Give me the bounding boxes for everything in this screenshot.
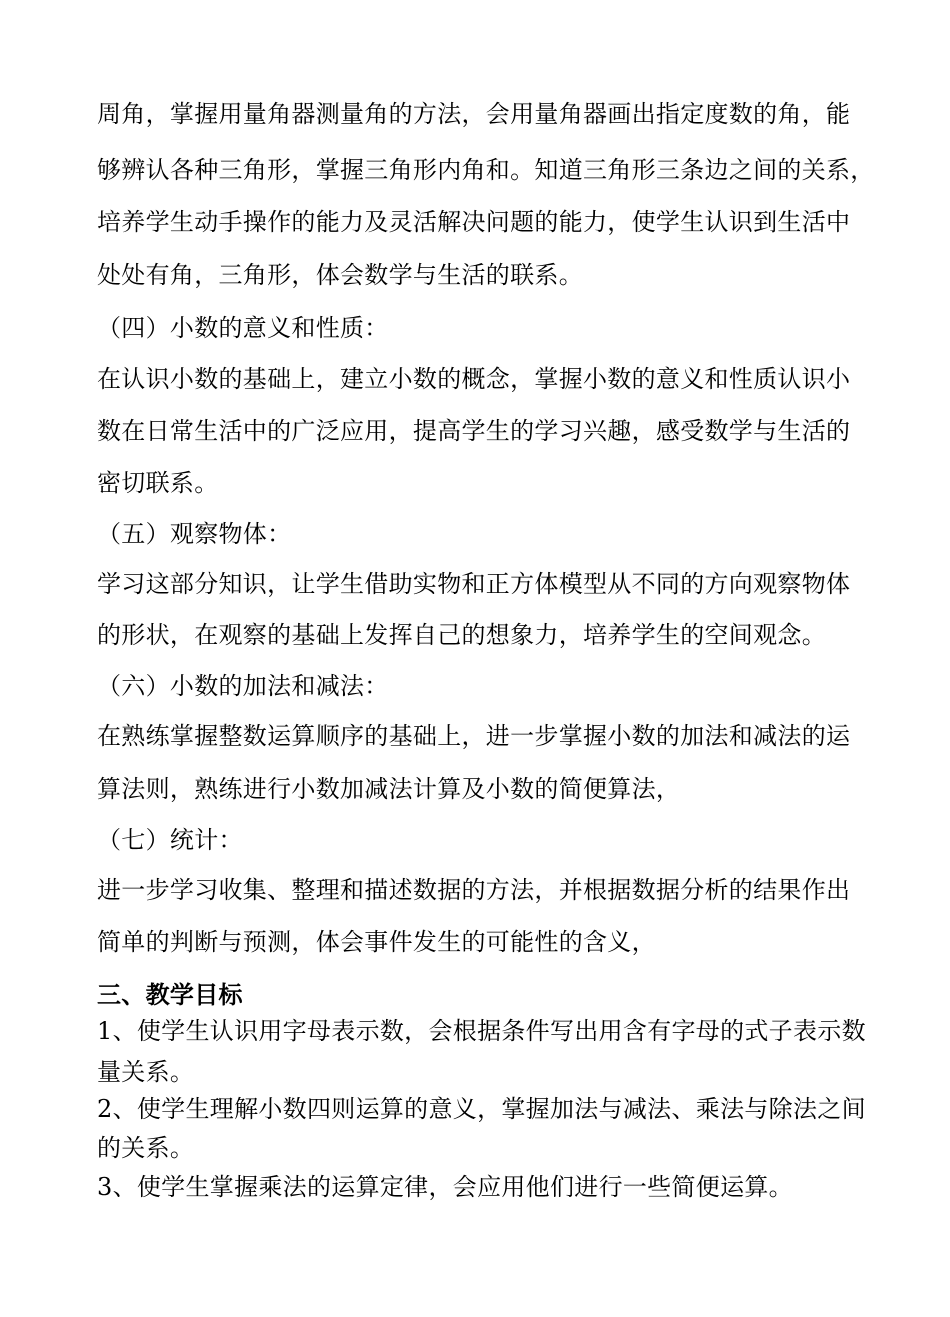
objective-line: 1、使学生认识用字母表示数，会根据条件写出用含有字母的式子表示数: [97, 1017, 866, 1045]
objective-line: 量关系。: [97, 1058, 195, 1086]
objective-line: 的关系。: [97, 1134, 195, 1162]
paragraph-line: 够辨认各种三角形，掌握三角形内角和。知道三角形三条边之间的关系，: [97, 156, 875, 184]
objective-line: 3、使学生掌握乘法的运算定律，会应用他们进行一些简便运算。: [97, 1173, 793, 1201]
objective-line: 2、使学生理解小数四则运算的意义，掌握加法与减法、乘法与除法之间: [97, 1095, 866, 1123]
section-heading: （六）小数的加法和减法：: [97, 672, 389, 700]
paragraph-line: 周角，掌握用量角器测量角的方法，会用量角器画出指定度数的角，能: [97, 100, 851, 128]
paragraph-line: 在熟练掌握整数运算顺序的基础上，进一步掌握小数的加法和减法的运: [97, 722, 851, 750]
paragraph-line: 密切联系。: [97, 469, 219, 497]
paragraph-line: 在认识小数的基础上，建立小数的概念，掌握小数的意义和性质认识小: [97, 365, 851, 393]
paragraph-line: 进一步学习收集、整理和描述数据的方法，并根据数据分析的结果作出: [97, 876, 851, 904]
section-heading: （七）统计：: [97, 826, 243, 854]
section-heading: （五）观察物体：: [97, 520, 292, 548]
chapter-heading: 三、教学目标: [97, 981, 243, 1009]
paragraph-line: 简单的判断与预测，体会事件发生的可能性的含义，: [97, 928, 656, 956]
paragraph-line: 学习这部分知识，让学生借助实物和正方体模型从不同的方向观察物体: [97, 570, 851, 598]
paragraph-line: 培养学生动手操作的能力及灵活解决问题的能力，使学生认识到生活中: [97, 208, 851, 236]
paragraph-line: 处处有角，三角形，体会数学与生活的联系。: [97, 261, 583, 289]
paragraph-line: 数在日常生活中的广泛应用，提高学生的学习兴趣，感受数学与生活的: [97, 417, 851, 445]
section-heading: （四）小数的意义和性质：: [97, 314, 389, 342]
paragraph-line: 的形状，在观察的基础上发挥自己的想象力，培养学生的空间观念。: [97, 621, 826, 649]
paragraph-line: 算法则，熟练进行小数加减法计算及小数的简便算法，: [97, 775, 681, 803]
